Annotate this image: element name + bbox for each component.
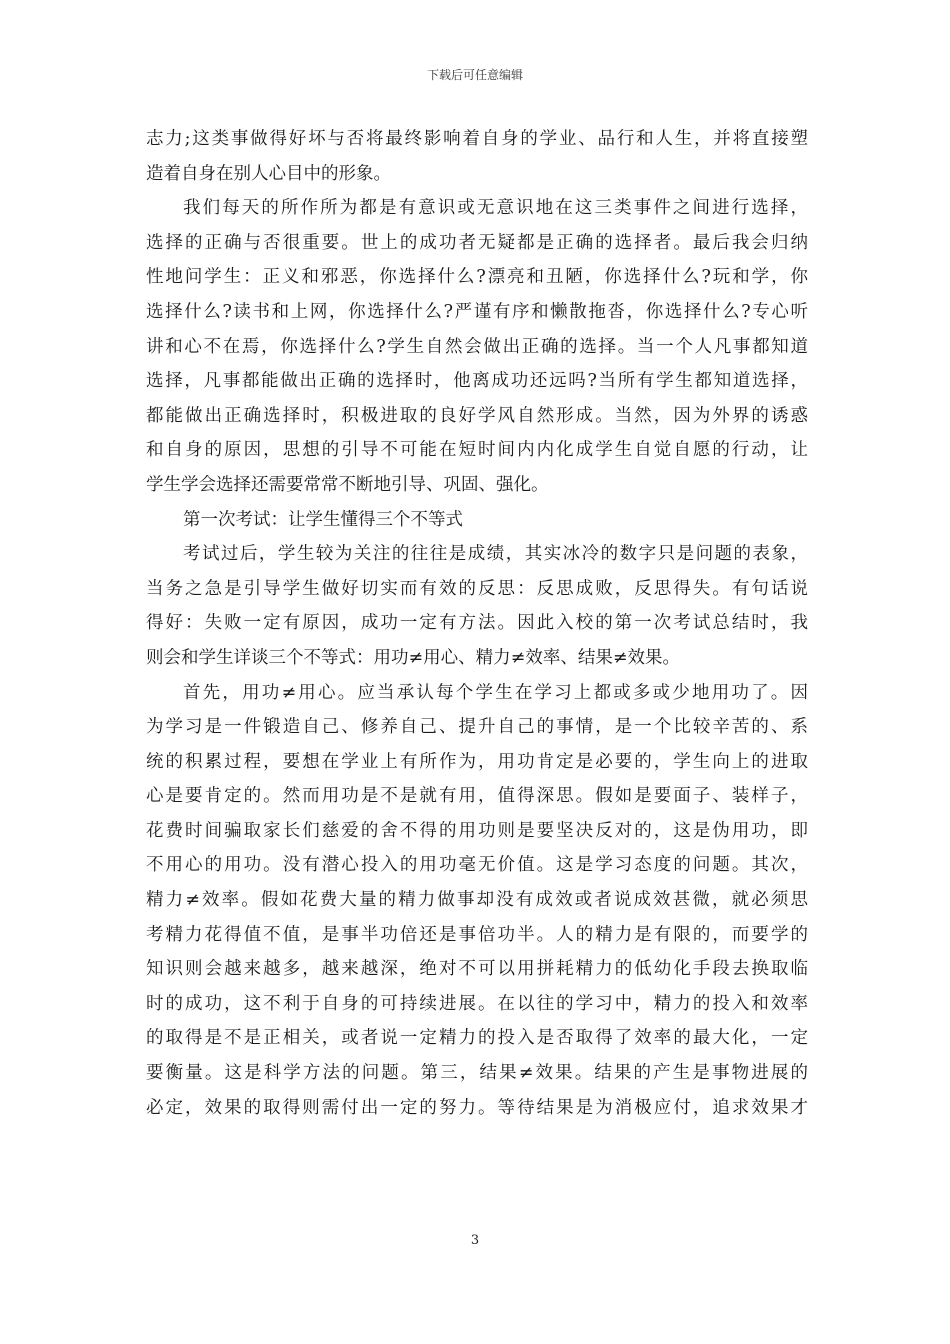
text-line: 得好：失败一定有原因，成功一定有方法。因此入校的第一次考试总结时，我 bbox=[146, 613, 808, 634]
text-line: 花费时间骗取家长们慈爱的舍不得的用功则是要坚决反对的，这是伪用功，即 bbox=[146, 820, 808, 841]
text-line: 选择，凡事都能做出正确的选择时，他离成功还远吗?当所有学生都知道选择， bbox=[146, 371, 808, 392]
text-line: 都能做出正确选择时，积极进取的良好学风自然形成。当然，因为外界的诱惑 bbox=[146, 405, 808, 426]
paragraph-first-line: 首先，用功≠用心。应当承认每个学生在学习上都或多或少地用功了。因 bbox=[183, 682, 808, 703]
body-text bbox=[146, 122, 808, 1125]
text-line: 时的成功，这不利于自身的可持续进展。在以往的学习中，精力的投入和效率 bbox=[146, 993, 808, 1014]
text-line: 知识则会越来越多，越来越深，绝对不可以用拼耗精力的低幼化手段去换取临 bbox=[146, 959, 808, 980]
text-line: 性地问学生：正义和邪恶，你选择什么?漂亮和丑陋，你选择什么?玩和学，你 bbox=[146, 267, 808, 288]
text-line: 精力≠效率。假如花费大量的精力做事却没有成效或者说成效甚微，就必须思 bbox=[146, 890, 808, 911]
text-line: 造着自身在别人心目中的形象。 bbox=[146, 163, 391, 184]
text-line: 当务之急是引导学生做好切实而有效的反思：反思成败，反思得失。有句话说 bbox=[146, 578, 808, 599]
text-line: 的取得是不是正相关，或者说一定精力的投入是否取得了效率的最大化，一定 bbox=[146, 1028, 808, 1049]
section-heading: 第一次考试：让学生懂得三个不等式 bbox=[183, 509, 463, 530]
text-line: 要衡量。这是科学方法的问题。第三，结果≠效果。结果的产生是事物进展的 bbox=[146, 1063, 808, 1084]
text-line: 讲和心不在焉，你选择什么?学生自然会做出正确的选择。当一个人凡事都知道 bbox=[146, 336, 808, 357]
paragraph-first-line: 考试过后，学生较为关注的往往是成绩，其实冰冷的数字只是问题的表象， bbox=[183, 544, 808, 565]
text-line: 学生学会选择还需要常常不断地引导、巩固、强化。 bbox=[146, 474, 549, 495]
page-number: 3 bbox=[470, 1233, 480, 1248]
text-line: 心是要肯定的。然而用功是不是就有用，值得深思。假如是要面子、装样子， bbox=[146, 786, 808, 807]
text-line: 志力;这类事做得好坏与否将最终影响着自身的学业、品行和人生，并将直接塑 bbox=[146, 129, 808, 149]
text-line: 则会和学生详谈三个不等式：用功≠用心、精力≠效率、结果≠效果。 bbox=[146, 647, 680, 668]
text-line: 必定，效果的取得则需付出一定的努力。等待结果是为消极应付，追求效果才 bbox=[146, 1097, 808, 1118]
text-line: 不用心的用功。没有潜心投入的用功毫无价值。这是学习态度的问题。其次， bbox=[146, 855, 808, 876]
text-line: 为学习是一件锻造自己、修养自己、提升自己的事情，是一个比较辛苦的、系 bbox=[146, 717, 808, 738]
paragraph-first-line: 我们每天的所作所为都是有意识或无意识地在这三类事件之间进行选择， bbox=[183, 198, 808, 219]
text-line: 选择什么?读书和上网，你选择什么?严谨有序和懒散拖沓，你选择什么?专心听 bbox=[146, 301, 808, 322]
text-line: 和自身的原因，思想的引导不可能在短时间内内化成学生自觉自愿的行动，让 bbox=[146, 440, 808, 461]
text-line: 考精力花得值不值，是事半功倍还是事倍功半。人的精力是有限的，而要学的 bbox=[146, 924, 808, 945]
text-line: 选择的正确与否很重要。世上的成功者无疑都是正确的选择者。最后我会归纳 bbox=[146, 232, 808, 253]
text-line: 统的积累过程，要想在学业上有所作为，用功肯定是必要的，学生向上的进取 bbox=[146, 751, 808, 772]
page-header: 下载后可任意编辑 bbox=[426, 68, 523, 82]
